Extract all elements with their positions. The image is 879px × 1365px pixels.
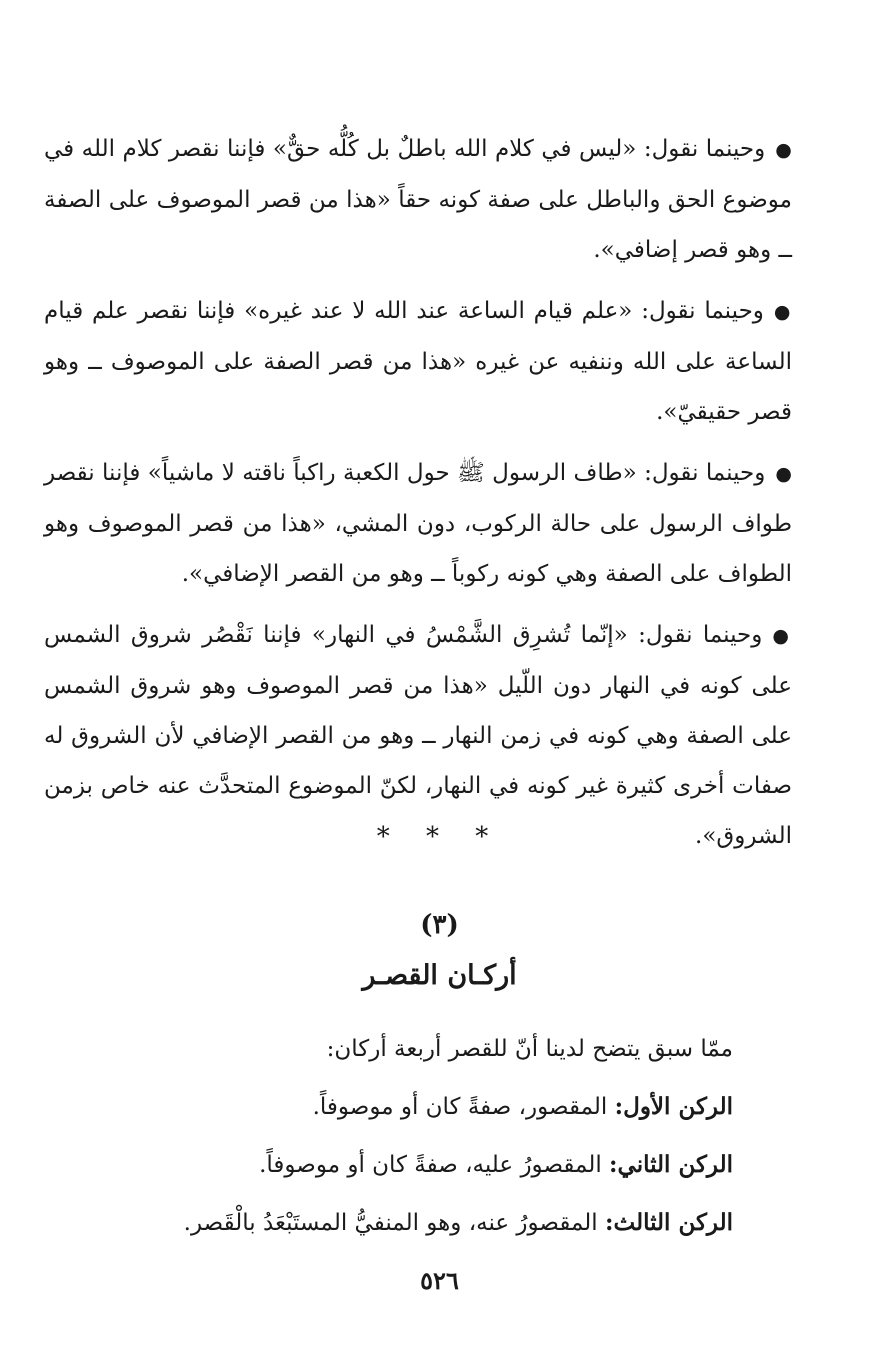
pillar-label: الركن الثالث:	[605, 1209, 733, 1236]
section-number: (٣)	[420, 910, 459, 940]
bullet-icon: ●	[773, 301, 792, 323]
pillar-item-2	[133, 1136, 733, 1194]
page-number: ٥٢٦	[420, 1266, 459, 1295]
pillar-item-3	[133, 1194, 733, 1252]
bullet-icon: ●	[772, 625, 792, 647]
paragraph-3	[44, 448, 792, 599]
body-text	[44, 124, 792, 872]
pillar-text: المقصور، صفةً كان أو موصوفاً.	[312, 1094, 615, 1120]
bullet-icon: ●	[775, 139, 792, 161]
pillars-list	[133, 1020, 733, 1252]
paragraph-2	[44, 286, 792, 437]
section-separator: * * *	[376, 822, 503, 852]
paragraph-text: وحينما نقول: «إنّما تُشرِق الشَّمْسُ في النهار» فإننا نَقْصُر شروق الشمس على كونه في النهار دون اللّيل «هذا من قصر الموصوف وهو شروق الشمس على الصفة وهي كونه في زمن النهار ــ وهو من القصر الإضافي لأن الشروق له صفات أخرى كثيرة غير كونه في النهار، لكنّ الموضوع المتحدَّث عنه خاص بزمن الشروق».	[44, 622, 792, 849]
paragraph-text: وحينما نقول: «ليس في كلام الله باطلٌ بل كُلُّه حقٌّ» فإننا نقصر كلام الله في موضوع الحق والباطل على صفة كونه حقاً «هذا من قصر الموصوف على الصفة ــ وهو قصر إضافي».	[44, 136, 792, 263]
paragraph-text: وحينما نقول: «علم قيام الساعة عند الله لا عند غيره» فإننا نقصر علم قيام الساعة على الله وننفيه عن غيره «هذا من قصر الصفة على الموصوف ــ وهو قصر حقيقيّ».	[44, 298, 792, 425]
paragraph-text: وحينما نقول: «طاف الرسول ﷺ حول الكعبة راكباً ناقته لا ماشياً» فإننا نقصر طواف الرسول على حالة الركوب، دون المشي، «هذا من قصر الموصوف وهو الطواف على الصفة وهي كونه ركوباً ــ وهو من القصر الإضافي».	[44, 460, 792, 587]
pillars-intro: ممّا سبق يتضح لدينا أنّ للقصر أربعة أركان:	[326, 1036, 733, 1062]
pillar-label: الركن الأول:	[614, 1093, 733, 1120]
pillar-label: الركن الثاني:	[609, 1151, 733, 1178]
pillar-text: المقصورُ عنه، وهو المنفيُّ المستَبْعَدُ بالْقَصر.	[183, 1210, 606, 1236]
section-title: أركـان القصـر	[362, 960, 517, 991]
pillar-item-1	[133, 1078, 733, 1136]
bullet-icon: ●	[775, 463, 792, 485]
paragraph-1	[44, 124, 792, 275]
pillar-text: المقصورُ عليه، صفةً كان أو موصوفاً.	[259, 1152, 610, 1178]
